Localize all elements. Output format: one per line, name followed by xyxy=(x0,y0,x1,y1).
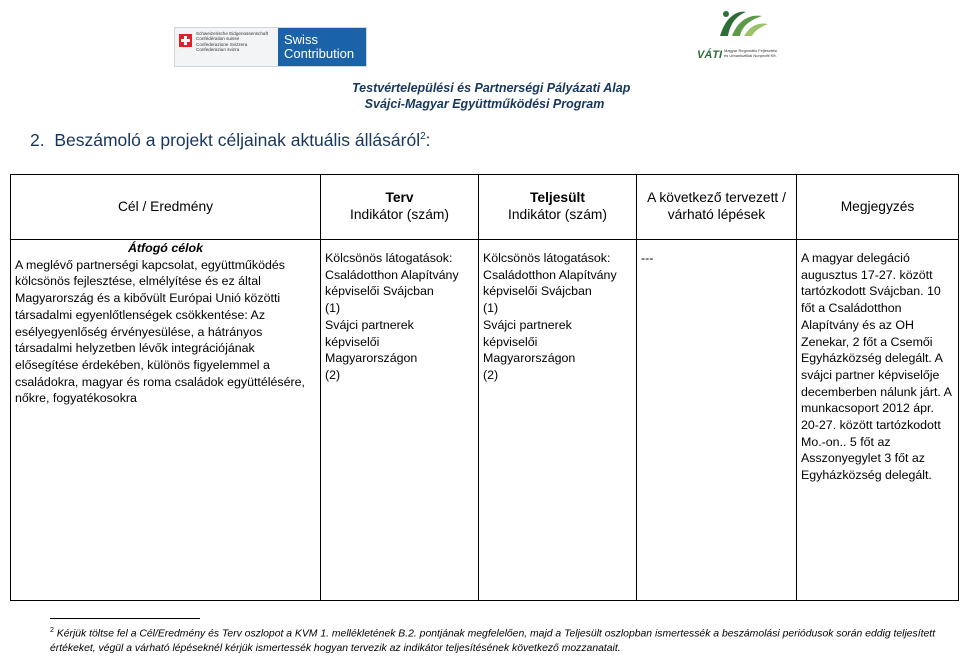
section-title: Beszámoló a projekt céljainak aktuális állásáról xyxy=(54,130,421,150)
project-goals-table xyxy=(10,174,959,601)
header-done-sub: Indikátor (szám) xyxy=(508,207,607,222)
note-cell: A magyar delegáció augusztus 17-27. között tartózkodott Svájcban. 10 főt a Családotthon Alapítvány és az OH Zenekar, 2 főt a Csemői Egyházközség delegált. A svájci partner képviselője decemberben nálunk járt. A munkacsoport 2012 ápr. 20-27. között tartózkodott Mo.-on.. 5 főt az Asszonyegylet 3 főt az Egyházközség delegált. xyxy=(797,240,959,601)
vati-logo xyxy=(695,4,791,68)
header-next-steps: A következő tervezett / várható lépések xyxy=(637,175,797,240)
header-plan xyxy=(321,175,479,240)
done-cell xyxy=(479,240,637,601)
header-done xyxy=(479,175,637,240)
plan-line: Családotthon Alapítvány képviselői Svájcban xyxy=(325,267,459,299)
plan-line: képviselői xyxy=(325,334,380,349)
section-number: 2. xyxy=(30,130,45,150)
program-title-line2: Svájci-Magyar Együttműködési Program xyxy=(364,97,605,111)
done-line: Kölcsönös látogatások: xyxy=(483,251,611,265)
footnote-text: Kérjük töltse fel a Cél/Eredmény és Terv oszlopot a KVM 1. mellékletének B.2. pontjának megfelelően, majd a Teljesült oszlopban ismertessék a beszámolási periódusok során eddig teljesített értékeket, végül a várható lépéseknél kérjük ismertessék hogyan tervezik az indikátor teljesítésének következő mozzanatait. xyxy=(50,628,936,655)
header-plan-title: Terv xyxy=(385,190,414,206)
plan-line: (1) xyxy=(325,301,341,316)
header-goal: Cél / Eredmény xyxy=(11,175,321,240)
swiss-confederation-names: Schweizerische Eidgenossenschaft Confédération suisse Confederazione Svizzera Confederaziun svizra xyxy=(196,31,269,53)
done-line: Családotthon Alapítvány képviselői Svájcban xyxy=(483,267,617,299)
plan-cell xyxy=(321,240,479,601)
header-note: Megjegyzés xyxy=(797,175,959,240)
goal-cell xyxy=(11,240,321,601)
footnote xyxy=(50,624,955,657)
footnote-separator xyxy=(50,618,200,619)
swiss-contribution-logo xyxy=(174,27,367,67)
plan-line: (2) xyxy=(325,367,341,382)
swiss-flag-icon xyxy=(179,34,192,47)
section-suffix: : xyxy=(425,130,431,150)
swiss-logo-brand-panel xyxy=(278,28,366,66)
done-line: (2) xyxy=(483,367,499,382)
program-title xyxy=(352,80,631,112)
header-plan-sub: Indikátor (szám) xyxy=(350,207,449,222)
goal-text: A meglévő partnerségi kapcsolat, együttműködés kölcsönös fejlesztése, elmélyítése és ez által Magyarország és a kibővült Európai Unió közötti társadalmi egyenlőtlenségek csökkentése: Az esélyegyenlőség érvényesülése, a hátrányos társadalmi helyzetben lévők integrációjának elősegítése érdekében, különös figyelemmel a családokra, magyar és roma családok együttélésére, nőkre, fogyatékosokra xyxy=(15,257,305,406)
goal-title: Átfogó célok xyxy=(127,241,204,255)
vati-emblem-icon xyxy=(712,6,774,42)
swiss-brand-text: Swiss Contribution xyxy=(284,32,355,61)
program-title-line1: Testvértelepülési és Partnerségi Pályázati Alap xyxy=(352,81,631,95)
vati-wordmark: VÁTI xyxy=(697,49,723,61)
plan-line: Svájci partnerek xyxy=(325,317,414,332)
footnote-ref: 2 xyxy=(50,627,54,634)
swiss-logo-left-panel xyxy=(175,28,278,66)
done-line: (1) xyxy=(483,301,499,316)
header-done-title: Teljesült xyxy=(530,190,585,206)
done-line: Svájci partnerek xyxy=(483,317,572,332)
plan-line: Kölcsönös látogatások: xyxy=(325,251,453,265)
plan-line: Magyarországon xyxy=(325,351,418,366)
done-line: Magyarországon xyxy=(483,351,576,366)
next-steps-cell: --- xyxy=(637,240,797,601)
section-heading xyxy=(30,130,431,151)
section-footnote-ref: 2 xyxy=(420,131,426,143)
done-line: képviselői xyxy=(483,334,538,349)
vati-subtitle: Magyar Regionális Fejlesztési és Urbanisztikai Nonprofit Kft. xyxy=(724,48,778,58)
table-header-row xyxy=(11,175,959,240)
table-row xyxy=(11,240,959,601)
